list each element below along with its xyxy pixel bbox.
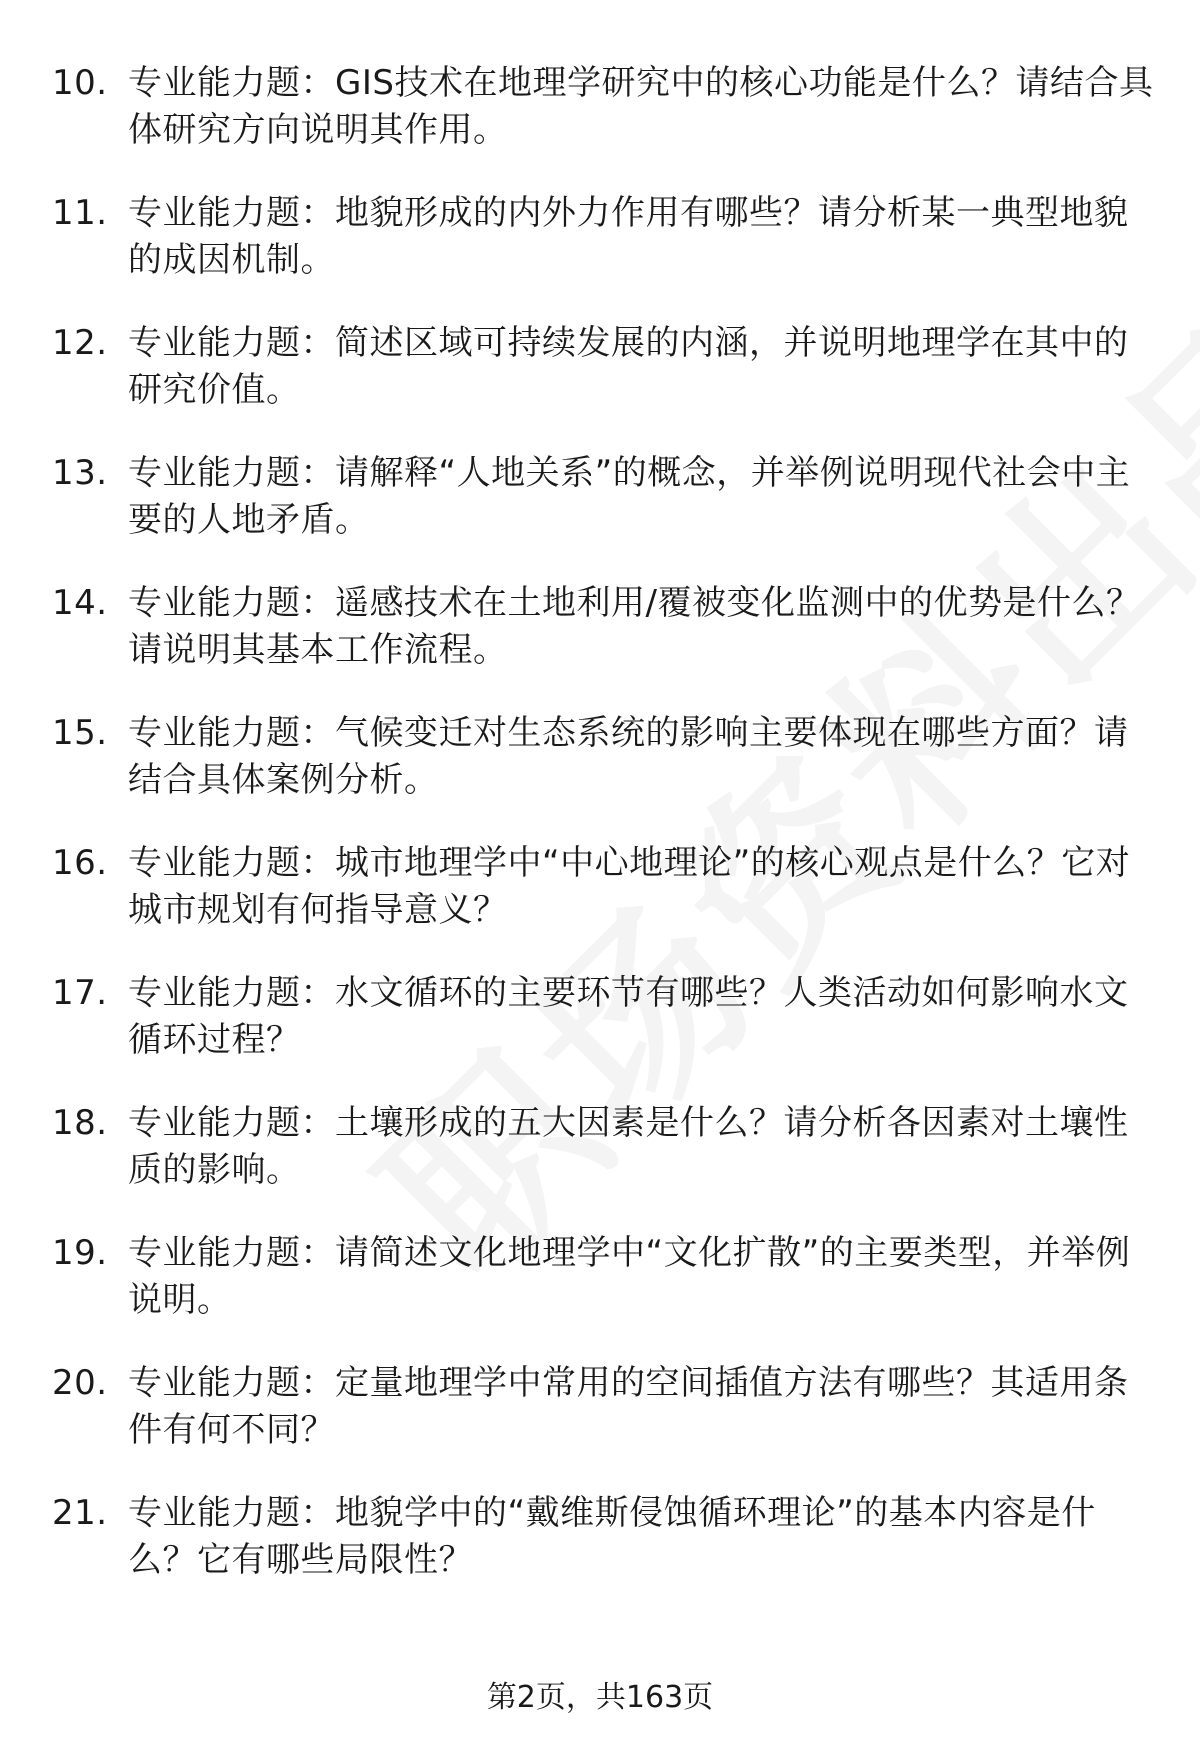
question-text: 专业能力题：请解释“人地关系”的概念，并举例说明现代社会中主要的人地矛盾。 xyxy=(128,453,1131,540)
question-number: 14. xyxy=(52,583,108,623)
question-item xyxy=(52,320,1162,414)
question-item xyxy=(52,970,1162,1064)
page-footer: 第2页，共163页 xyxy=(486,1680,714,1715)
question-number: 21. xyxy=(52,1493,108,1533)
question-number: 19. xyxy=(52,1233,108,1273)
question-number: 18. xyxy=(52,1103,108,1143)
question-number: 13. xyxy=(52,453,108,493)
question-item xyxy=(52,1230,1162,1324)
question-number: 11. xyxy=(52,193,108,233)
question-text: 专业能力题：气候变迁对生态系统的影响主要体现在哪些方面？请结合具体案例分析。 xyxy=(128,713,1129,800)
question-item xyxy=(52,190,1162,284)
question-text: 专业能力题：城市地理学中“中心地理论”的核心观点是什么？它对城市规划有何指导意义？ xyxy=(128,843,1131,930)
question-text: 专业能力题：定量地理学中常用的空间插值方法有哪些？其适用条件有何不同？ xyxy=(128,1363,1129,1450)
question-number: 16. xyxy=(52,843,108,883)
question-text: 专业能力题：请简述文化地理学中“文化扩散”的主要类型，并举例说明。 xyxy=(128,1233,1131,1320)
question-item xyxy=(52,1490,1162,1584)
question-item xyxy=(52,1100,1162,1194)
question-text: 专业能力题：水文循环的主要环节有哪些？人类活动如何影响水文循环过程？ xyxy=(128,973,1129,1060)
question-text: 专业能力题：土壤形成的五大因素是什么？请分析各因素对土壤性质的影响。 xyxy=(128,1103,1129,1190)
question-text: 专业能力题：简述区域可持续发展的内涵，并说明地理学在其中的研究价值。 xyxy=(128,323,1129,410)
question-text: 专业能力题：地貌形成的内外力作用有哪些？请分析某一典型地貌的成因机制。 xyxy=(128,193,1129,280)
question-item xyxy=(52,580,1162,674)
question-item xyxy=(52,60,1162,154)
question-item xyxy=(52,450,1162,544)
question-text: 专业能力题：地貌学中的“戴维斯侵蚀循环理论”的基本内容是什么？它有哪些局限性？ xyxy=(128,1493,1096,1580)
question-number: 12. xyxy=(52,323,108,363)
question-item xyxy=(52,710,1162,804)
question-text: 专业能力题：遥感技术在土地利用/覆被变化监测中的优势是什么？请说明其基本工作流程。 xyxy=(128,583,1141,670)
question-number: 20. xyxy=(52,1363,108,1403)
question-item xyxy=(52,840,1162,934)
question-number: 10. xyxy=(52,63,108,103)
question-number: 17. xyxy=(52,973,108,1013)
question-list xyxy=(52,60,1162,1620)
question-text: 专业能力题：GIS技术在地理学研究中的核心功能是什么？请结合具体研究方向说明其作用。 xyxy=(128,63,1154,150)
question-number: 15. xyxy=(52,713,108,753)
question-item xyxy=(52,1360,1162,1454)
